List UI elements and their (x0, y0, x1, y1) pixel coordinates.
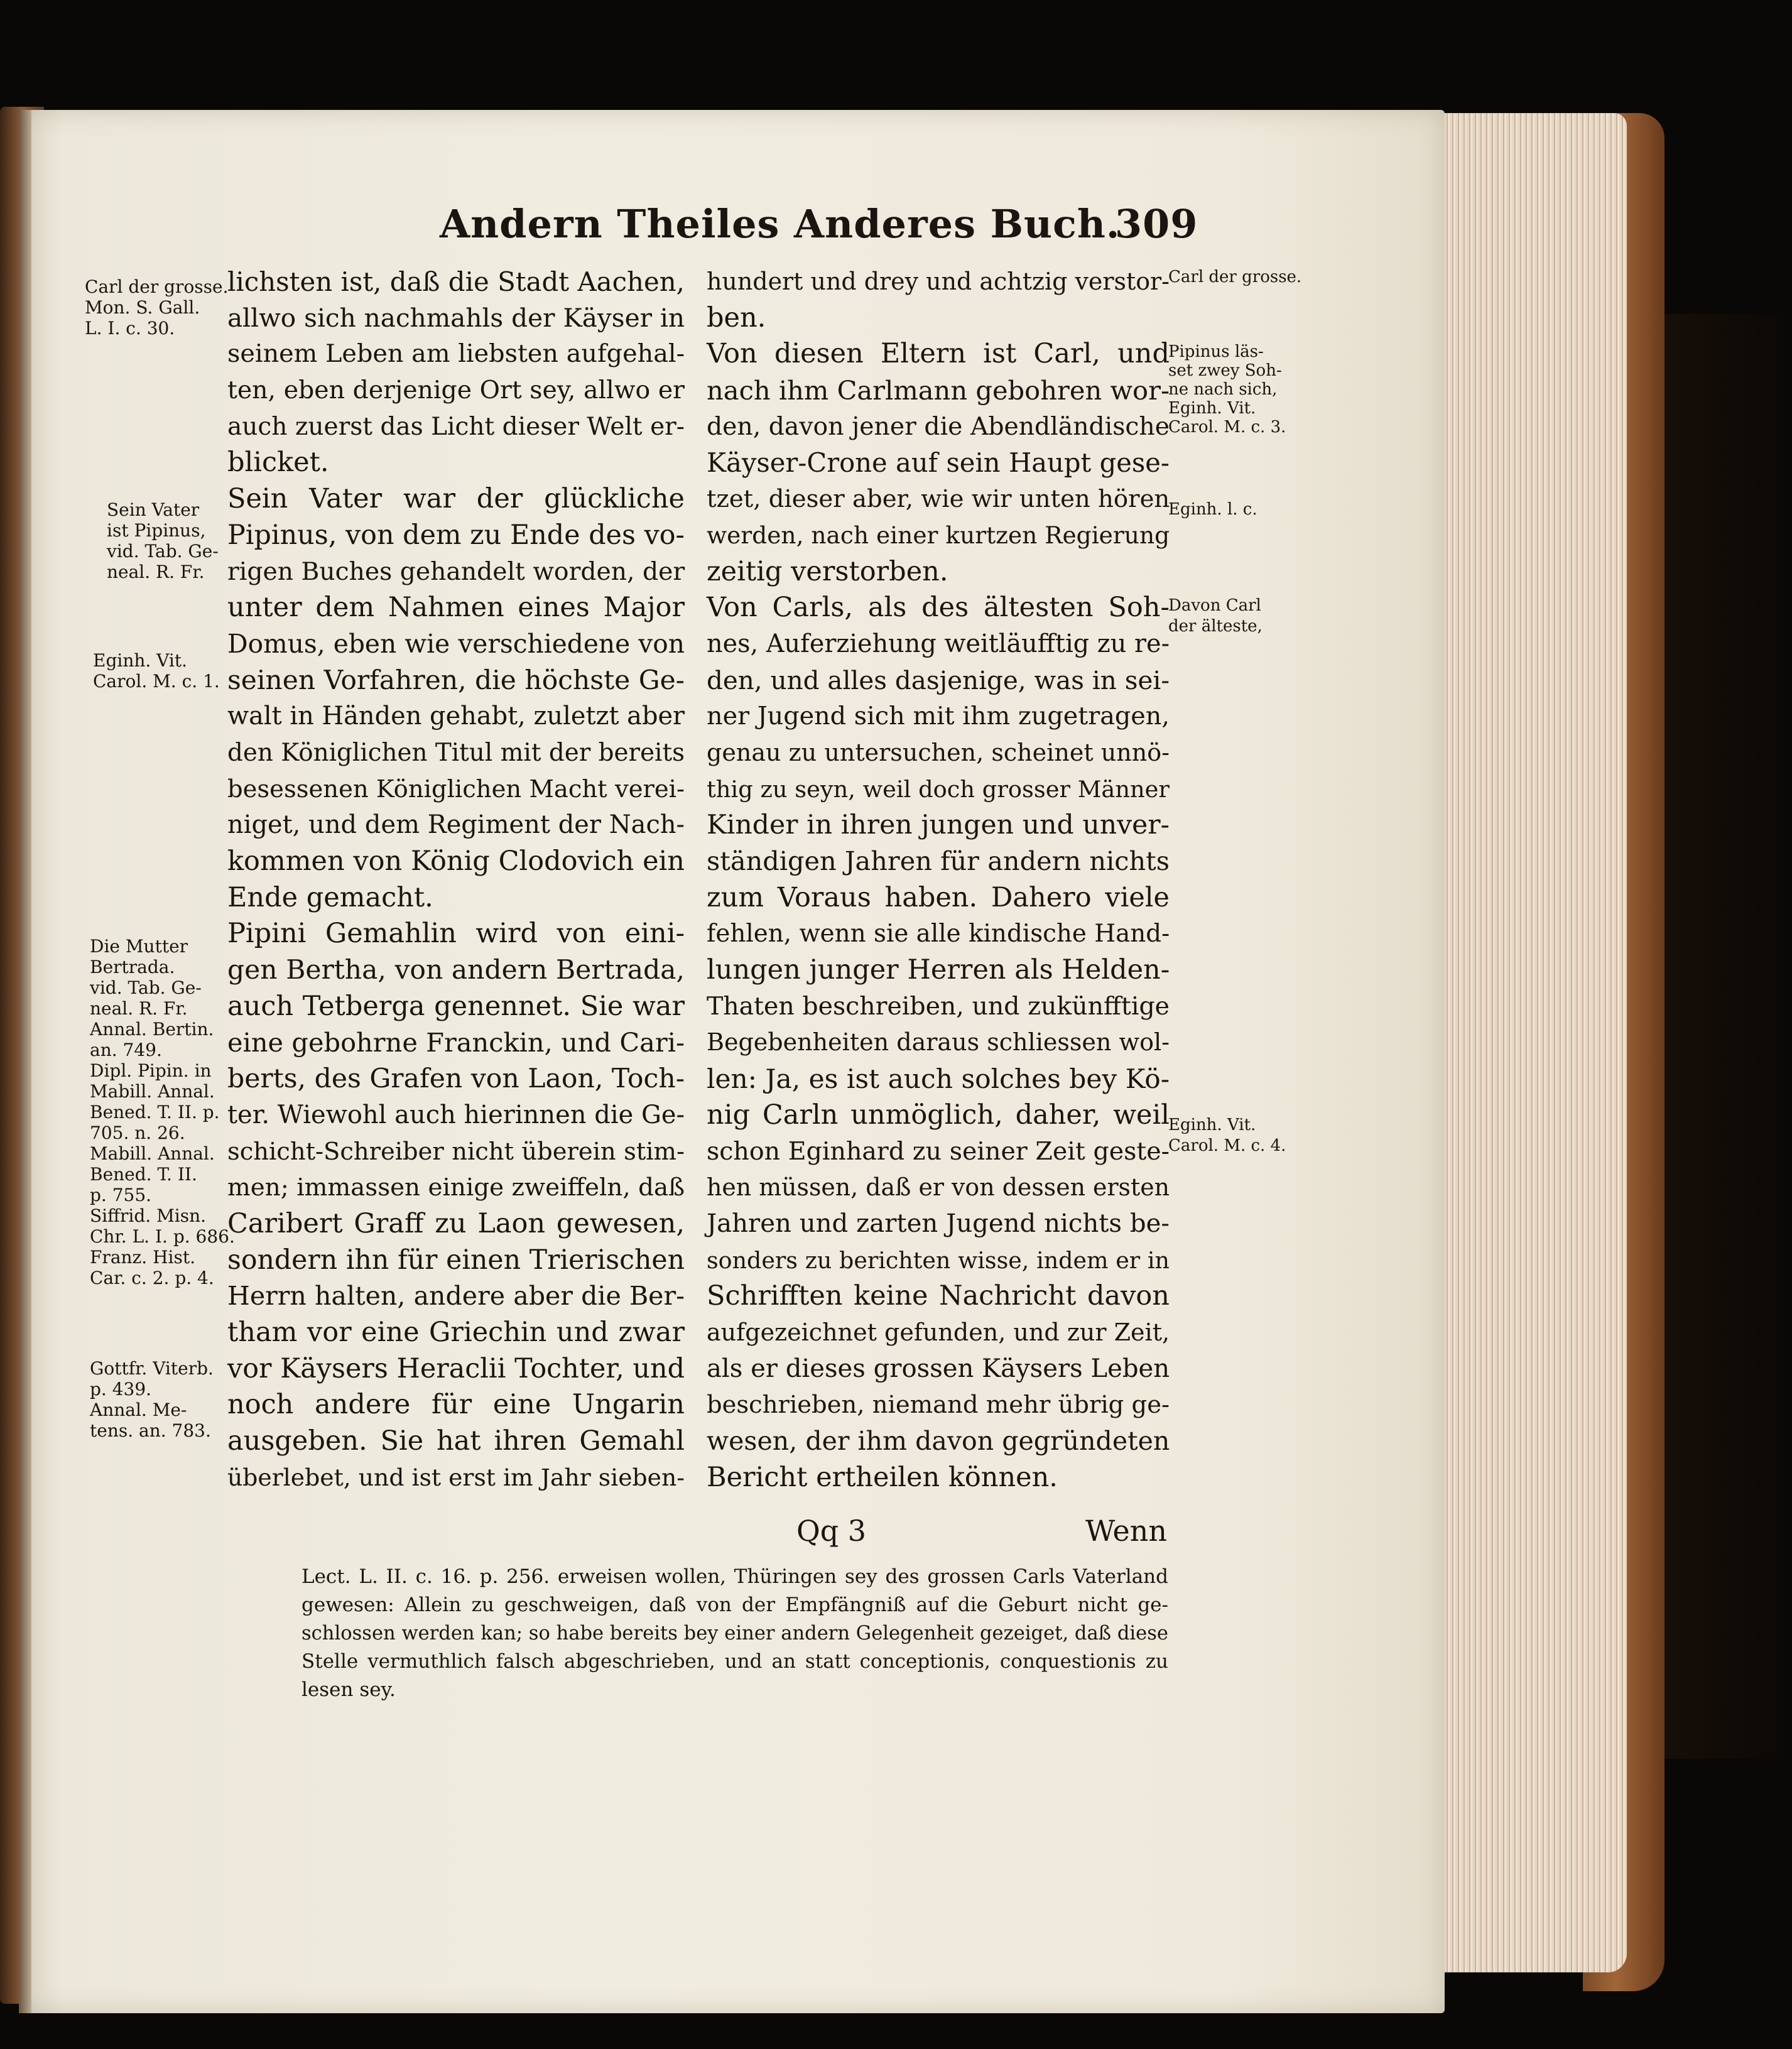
footnote-line: schlossen werden kan; so habe bereits bey einer andern Gelegenheit gezeiget, daß diese (301, 1622, 1168, 1644)
margin-line: 705. n. 26. (90, 1122, 185, 1143)
text-line: lungen junger Herren als Helden- (707, 954, 1170, 986)
margin-line: L. I. c. 30. (85, 318, 175, 339)
text-line: kommen von König Clodovich ein (227, 845, 685, 877)
text-line: aufgezeichnet gefunden, und zur Zeit, (707, 1318, 1170, 1346)
text-line: sonders zu berichten wisse, indem er in (707, 1246, 1170, 1274)
text-line: lichsten ist, daß die Stadt Aachen, (227, 266, 685, 297)
margin-line: an. 749. (90, 1040, 162, 1060)
text-line: Caribert Graff zu Laon gewesen, (227, 1207, 685, 1239)
text-line: rigen Buches gehandelt worden, der (227, 557, 685, 586)
margin-note-left-1 (85, 276, 229, 339)
margin-line: Die Mutter (90, 936, 188, 957)
text-line: Ende gemacht. (227, 881, 433, 913)
text-line: auch Tetberga genennet. Sie war (227, 990, 685, 1022)
text-line: Thaten beschreiben, und zukünfftige (707, 991, 1170, 1021)
text-line: ständigen Jahren für andern nichts (707, 846, 1170, 876)
margin-line: p. 439. (90, 1379, 152, 1400)
text-line: tzet, dieser aber, wie wir unten hören (707, 485, 1170, 514)
right-text-column (707, 264, 1170, 1496)
text-line: Begebenheiten daraus schliessen wol- (707, 1028, 1170, 1057)
text-line: Herrn halten, andere aber die Ber- (227, 1281, 685, 1312)
text-line: blicket. (227, 447, 329, 479)
margin-line: Eginh. Vit. (1168, 1116, 1256, 1134)
text-line: Jahren und zarten Jugend nichts be- (707, 1209, 1170, 1238)
margin-line: Carl der grosse. (85, 276, 229, 297)
text-line: werden, nach einer kurtzen Regierung (707, 521, 1170, 549)
margin-line: Bened. T. II. (90, 1164, 197, 1185)
text-line: Käyser-Crone auf sein Haupt gese- (707, 447, 1170, 479)
text-line: ten, eben derjenige Ort sey, allwo er (227, 376, 685, 405)
text-line: eine gebohrne Franckin, und Cari- (227, 1027, 685, 1058)
margin-note-right-1 (1168, 267, 1301, 288)
text-line: seinen Vorfahren, die höchste Ge- (227, 665, 685, 696)
text-line: den, und alles dasjenige, was in sei- (707, 665, 1170, 695)
text-line: ausgeben. Sie hat ihren Gemahl (227, 1425, 685, 1457)
signature-mark: Qq 3 (796, 1514, 867, 1548)
margin-line: Carl der grosse. (1168, 268, 1302, 286)
text-line: auch zuerst das Licht dieser Welt er- (227, 412, 685, 441)
margin-note-left-3 (93, 650, 220, 692)
text-line: hen müssen, daß er von dessen ersten (707, 1173, 1170, 1202)
margin-line: Pipinus läs- (1168, 342, 1264, 361)
text-line: wesen, der ihm davon gegründeten (707, 1426, 1170, 1456)
text-line: sondern ihn für einen Trierischen (227, 1244, 685, 1276)
text-line: berts, des Grafen von Laon, Toch- (227, 1063, 685, 1095)
margin-line: Franz. Hist. (90, 1247, 195, 1268)
text-line: Pipini Gemahlin wird von eini- (227, 918, 685, 950)
margin-line: Mon. S. Gall. (85, 297, 200, 318)
margin-line: p. 755. (90, 1185, 152, 1205)
margin-note-right-3 (1168, 499, 1257, 520)
text-line: nes, Auferziehung weitläufftig zu re- (707, 629, 1170, 658)
text-line: zum Voraus haben. Dahero viele (707, 881, 1170, 913)
text-line: niget, und dem Regiment der Nach- (227, 810, 685, 840)
margin-note-right-5 (1168, 1115, 1286, 1156)
margin-line: Mabill. Annal. (90, 1143, 215, 1164)
margin-line: Eginh. Vit. (1168, 399, 1256, 418)
margin-line: Davon Carl (1168, 596, 1261, 615)
text-line: men; immassen einige zweiffeln, daß (227, 1173, 685, 1202)
margin-line: neal. R. Fr. (90, 998, 188, 1019)
text-line: noch andere für eine Ungarin (227, 1389, 685, 1421)
text-line: nig Carln unmöglich, daher, weil (707, 1099, 1170, 1131)
text-line: len: Ja, es ist auch solches bey Kö- (707, 1063, 1170, 1095)
margin-line: vid. Tab. Ge- (107, 541, 219, 562)
margin-line: der älteste, (1168, 617, 1263, 636)
text-line: genau zu untersuchen, scheinet unnö- (707, 738, 1170, 766)
margin-line: Carol. M. c. 1. (93, 671, 220, 692)
page-gutter (19, 110, 31, 2013)
text-line: ner Jugend sich mit ihm zugetragen, (707, 702, 1170, 731)
margin-line: Bened. T. II. p. (90, 1102, 220, 1122)
text-line: beschrieben, niemand mehr übrig ge- (707, 1391, 1170, 1420)
margin-note-right-4 (1168, 595, 1263, 637)
margin-note-left-2 (107, 499, 219, 582)
text-line: Domus, eben wie verschiedene von (227, 628, 685, 659)
margin-line: tens. an. 783. (90, 1420, 211, 1441)
margin-line: Chr. L. I. p. 686. (90, 1226, 235, 1247)
text-line: zeitig verstorben. (707, 555, 948, 587)
margin-line: Car. c. 2. p. 4. (90, 1268, 214, 1288)
margin-note-right-2 (1168, 342, 1286, 437)
footnote-line: lesen sey. (301, 1678, 396, 1701)
text-line: ter. Wiewohl auch hierinnen die Ge- (227, 1100, 685, 1129)
text-line: überlebet, und ist erst im Jahr sieben- (227, 1463, 685, 1491)
margin-note-left-4 (90, 936, 235, 1288)
margin-line: neal. R. Fr. (107, 562, 205, 582)
footnote-line: Lect. L. II. c. 16. p. 256. erweisen wollen, Thüringen sey des grossen Carls Vaterland (301, 1565, 1168, 1588)
margin-line: Annal. Bertin. (90, 1019, 214, 1040)
text-line: gen Bertha, von andern Bertrada, (227, 955, 685, 986)
text-line: Pipinus, von dem zu Ende des vo- (227, 519, 685, 551)
text-line: nach ihm Carlmann gebohren wor- (707, 375, 1170, 406)
text-line: unter dem Nahmen eines Major (227, 592, 685, 624)
text-line: Sein Vater war der glückliche (227, 483, 685, 515)
text-line: vor Käysers Heraclii Tochter, und (227, 1352, 685, 1384)
page-number: 309 (1115, 201, 1198, 247)
margin-line: set zwey Soh- (1168, 361, 1282, 380)
catchword: Wenn (1085, 1514, 1168, 1548)
text-line: tham vor eine Griechin und zwar (227, 1316, 685, 1348)
margin-note-left-5 (90, 1358, 214, 1441)
margin-line: ne nach sich, (1168, 380, 1278, 399)
margin-line: ist Pipinus, (107, 520, 206, 541)
margin-line: Carol. M. c. 3. (1168, 418, 1286, 437)
text-line: allwo sich nachmahls der Käyser in (227, 302, 685, 333)
page-edges (1438, 113, 1627, 1972)
margin-line: Dipl. Pipin. in (90, 1060, 212, 1081)
text-line: schicht-Schreiber nicht überein stim- (227, 1137, 685, 1166)
margin-line: Annal. Me- (90, 1400, 187, 1420)
margin-line: Gottfr. Viterb. (90, 1358, 214, 1379)
margin-line: Mabill. Annal. (90, 1081, 215, 1102)
margin-line: Carol. M. c. 4. (1168, 1136, 1286, 1155)
text-line: besessenen Königlichen Macht verei- (227, 774, 685, 803)
margin-line: vid. Tab. Ge- (90, 977, 202, 998)
text-line: seinem Leben am liebsten aufgehal- (227, 339, 685, 369)
text-line: thig zu seyn, weil doch grosser Männer (707, 775, 1170, 803)
text-line: Schrifften keine Nachricht davon (707, 1280, 1170, 1312)
text-line: als er dieses grossen Käysers Leben (707, 1354, 1170, 1383)
text-line: hundert und drey und achtzig verstor- (707, 268, 1170, 295)
text-line: Kinder in ihren jungen und unver- (707, 810, 1170, 841)
text-line: Von diesen Eltern ist Carl, und (707, 338, 1170, 370)
running-head: Andern Theiles Anderes Buch. (440, 201, 1121, 247)
margin-line: Sein Vater (107, 499, 200, 520)
footnote-line: gewesen: Allein zu geschweigen, daß von der Empfängniß auf die Geburt nicht ge- (301, 1594, 1168, 1616)
margin-line: Eginh. l. c. (1168, 500, 1257, 519)
text-line: den, davon jener die Abendländische (707, 412, 1170, 441)
margin-line: Bertrada. (90, 957, 175, 977)
text-line: schon Eginhard zu seiner Zeit geste- (707, 1136, 1170, 1166)
text-line: Von Carls, als des ältesten Soh- (707, 592, 1170, 624)
text-line: den Königlichen Titul mit der bereits (227, 738, 685, 767)
margin-line: Eginh. Vit. (93, 650, 188, 671)
left-text-column (227, 264, 685, 1496)
text-line: Bericht ertheilen können. (707, 1461, 1058, 1493)
text-line: fehlen, wenn sie alle kindische Hand- (707, 920, 1170, 948)
text-line: ben. (707, 302, 766, 334)
margin-line: Siffrid. Misn. (90, 1205, 207, 1226)
footnote-line: Stelle vermuthlich falsch abgeschrieben, und an statt conceptionis, conquestionis zu (301, 1650, 1168, 1673)
text-line: walt in Händen gehabt, zuletzt aber (227, 702, 685, 731)
footnote (301, 1563, 1168, 1704)
